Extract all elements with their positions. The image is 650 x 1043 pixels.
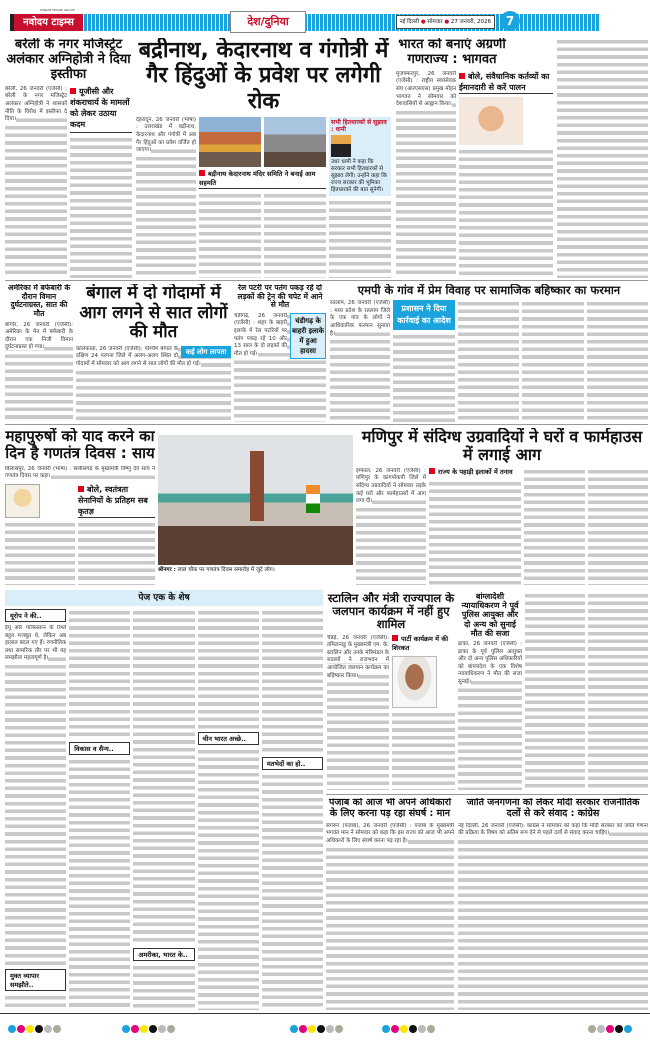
sai-headline: महापुरुषों को याद करने का दिन है गणतंत्र दिवस : साय [5,428,155,463]
continuations-band [5,590,323,606]
bareilly-article [5,38,132,278]
mp-body: रतलाम, 26 जनवरी (एजेंसी) : मध्य प्रदेश के रतलाम जिले के एक गांव के लोगों ने आधिकारिक फरमान सुनाया है। [330,300,390,422]
section-tab [230,11,306,33]
bangladesh-body-3 [588,592,648,790]
page-number: 7 [500,11,520,31]
masthead [0,0,650,36]
mp-body-5 [587,300,648,422]
continuation-col-3b [133,964,194,1010]
city: नई दिल्ली [399,19,420,25]
mp-article [330,284,648,422]
continuation-col-2b [69,758,130,1010]
dateline: नई दिल्ली ● सोमवार ● 27 जनवरी, 2026 [396,15,495,29]
sai-body-3 [78,521,155,585]
sai-subhead: बोले, स्वतंत्रता सेनानियों के प्रतिहम सब कृतज्ञ [78,484,155,518]
header-stripes [84,14,600,31]
continuation-label: मुक्त व्यापार समझौते.. [5,969,66,991]
bareilly-subhead: यूजीसी और शंकराचार्य के मामलों को लेकर उठाया कदम [70,86,132,133]
bengal-tag: कई लोग लापता [181,346,231,358]
bareilly-body-2 [70,136,132,278]
manipur-body-3 [524,468,585,585]
dhami-body [329,199,391,278]
sai-photo [5,484,40,518]
bangladesh-article [458,592,522,790]
srinagar-clock-tower-photo [158,435,353,565]
sai-body: बिलासपुर, 26 जनवरी (भाषा) : छत्तीसगढ़ के मुख्यमंत्री विष्णु देव साय ने गणतंत्र दिवस पर कहा। [5,465,155,480]
bangladesh-headline: बांग्लादेशी न्यायाधिकरण ने पूर्व पुलिस आयुक्त और दो अन्य को सुनाई मौत की सजा [461,592,519,638]
rail-body: चंडीगढ़ के बाहरी इलाके में हुआ हादसा चंडीगढ़, 26 जनवरी (एजेंसी) : शहर के बाहरी इलाके में रेल पटरियों पर पतंग पकड़ रहे 10 और 13 साल के दो लड़कों की मौत हो गई। [234,313,326,422]
clock-tower [250,451,264,521]
bengal-headline: बंगाल में दो गोदामों में आग लगने से सात लोगों की मौत [79,284,228,343]
srinagar-caption [158,567,353,574]
continuation-col-5b [262,773,323,1010]
stalin-article [327,592,455,790]
caption-place: श्रीनगर : [158,567,176,573]
badrinath-body: देहरादून, 26 जनवरी (भाषा) : उत्तराखंड में बद्रीनाथ, केदारनाथ और गंगोत्री में अब गैर हिंदुओं का प्रवेश वर्जित हो जाएगा। [136,117,196,278]
manipur-body-2 [429,480,521,585]
flag [306,485,320,513]
congress-article [458,798,648,1010]
dhami-box [329,117,391,196]
bareilly-headline: बरेली के नगर मजिस्ट्रेट अलंकार अग्निहोत्री ने दिया इस्तीफा [6,38,131,82]
continuation-col-1: ईयू और पाकिस्तान के रिश्ते बहुत मजबूत थे, लेकिन अब हालात बदल गए हैं। रणनीतिक तथा सामरिक तौर पर भी यह समझौता महत्वपूर्ण है। [5,625,66,966]
continuations-title: पेज एक के शेष [138,593,190,603]
mp-body-3 [458,300,519,422]
us-plane-article [5,284,73,422]
day: सोमवार [427,19,443,25]
badrinath-body-3 [264,192,326,278]
rail-headline: रेल पटरी पर पतंग पकड़ रहे दो लड़कों की ट्रेन की चपेट में आने से मौत [237,284,323,310]
mp-headline: एमपी के गांव में प्रेम विवाह पर सामाजिक बहिष्कार का फरमान [357,284,621,297]
sai-article [5,428,155,585]
logo-text: नवोदय टाइम्स [23,17,74,28]
bhagwat-body-3 [557,38,648,278]
bareilly-body: बरेली, 26 जनवरी (एजेंसी) : बरेली के नगर मजिस्ट्रेट अलंकार अग्निहोत्री ने शासकों नीति के विरोध में इस्तीफा दे दिया। [5,86,67,278]
section-title: देश/दुनिया [247,15,289,28]
bhagwat-body: मुजफ्फरपुर, 26 जनवरी (एजेंसी) : राष्ट्रीय स्वयंसेवक संघ (आरएसएस) प्रमुख मोहन भागवत ने सोमवार को देशवासियों से आह्वान किया। [396,71,456,278]
bhagwat-subhead: बोले, संवैधानिक कर्तव्यों का ईमानदारी से करें पालन [459,71,553,94]
continuation-label: मतभेदों का हो.. [262,757,323,770]
manipur-headline: मणिपुर में संदिग्ध उग्रवादियों ने घरों व फार्महाउस में लगाई आग [361,428,643,465]
manipur-article [356,428,648,585]
dhami-box-text: उधर धामी ने कहा कि सरकार सभी हितधारकों से सुझाव लेगी। उन्होंने कहा कि राज्य सरकार की भूमिका हितधारकों की बात सुनेगी। [331,158,387,193]
badrinath-article [136,38,391,278]
temple-caption: बद्रीनाथ केदारनाथ मंदिर समिति ने बनाई आम सहमति [199,170,326,189]
continuation-col-2 [69,609,130,739]
badrinath-headline: बद्रीनाथ, केदारनाथ व गंगोत्री में गैर हिंदुओं के प्रवेश पर लगेगी रोक [138,38,389,114]
rail-box: चंडीगढ़ के बाहरी इलाके में हुआ हादसा [290,313,326,359]
logo[interactable] [10,14,83,31]
continuation-col-4 [198,609,259,729]
bengal-article [76,284,231,422]
dhami-photo [331,135,351,157]
color-registration-marks [0,1013,650,1033]
badrinath-temple-photo [199,117,261,167]
stalin-body-2 [392,711,455,790]
divider [5,424,648,425]
logo-tagline: PUNJAB KESARI GROUP [40,8,75,12]
continuation-col-4b [198,748,259,1010]
congress-headline: जाति जनगणना को लेकर मोदी सरकार राजनीतिक दलों से करे संवाद : कांग्रेस [466,798,640,819]
continuations [5,590,323,1010]
manipur-subhead: राज्य के पहाड़ी इलाकों में तनाव [429,468,521,477]
stalin-headline: स्टालिन और मंत्री राज्यपाल के जलपान कार्यक्रम में नहीं हुए शामिल [327,592,455,632]
continuation-col-3 [133,609,194,945]
date: 27 जनवरी, 2026 [450,19,491,25]
continuation-col-5 [262,609,323,754]
bengal-body: कई लोग लापता कोलकाता, 26 जनवरी (एजेंसी): पश्चिम बंगाल के दक्षिण 24 परगना जिले में अलग-अलग स्थित दो गोदामों में सोमवार को आग लगने से सात लोगों की मौत हो गई। [76,346,231,422]
continuation-label: यूरोप ने की.. [5,609,66,622]
continuation-col-1b [5,994,66,1010]
continuation-label: चीन भारत अच्छे.. [198,732,259,745]
bhagwat-article [396,38,553,278]
stalin-photo [392,656,437,708]
punjab-body: संगरूर (पंजाब), 26 जनवरी (एजेंसी) : पंजाब के मुख्यमंत्री भगवंत मान ने सोमवार को कहा कि इस राज्य को आज भी अपने अधिकारों के लिए संघर्ष करना पड़ रहा है। [326,823,454,1010]
us-plane-body: बांगोर, 26 जनवरी (एजेंसी): अमेरिका के मेन में बर्फबारी के दौरान एक निजी विमान दुर्घटनाग्रस्त हो गया। [5,322,73,423]
badrinath-body-2 [199,192,261,278]
stalin-body: चेन्नई, 26 जनवरी (एजेंसी): तमिलनाडु के मुख्यमंत्री एम. के. स्टालिन और उनके मंत्रिमंडल के सदस्यों ने राजभवन में आयोजित जलपान कार्यक्रम का बहिष्कार किया। [327,635,389,790]
punjab-headline: पंजाब को आज भी अपने अधिकारों के लिए करना पड़ रहा संघर्ष : मान [328,798,452,819]
continuation-label: अमरीका, भारत के.. [133,948,194,961]
divider [5,280,648,281]
manipur-body: इम्फाल, 26 जनवरी (एजेंसी) : मणिपुर के कांगपोकपी जिले में संदिग्ध उग्रवादियों ने सोमवार तड़के कई घरों और फार्महाउसों में आग लगा दी। [356,468,426,585]
divider [326,794,648,795]
bhagwat-photo [459,97,523,145]
continuation-label: विकास व सैन्य.. [69,742,130,755]
mp-box: प्रशासन ने दिया कार्रवाई का आदेश [393,300,455,330]
caption-text: लाल चौक पर गणतंत्र दिवस समारोह में जुटे लोग। [177,567,275,573]
congress-body: नई दिल्ली, 26 जनवरी (एजेंसी): कांग्रेस ने सोमवार को कहा कि मोदी सरकार को जाति गणना की प्रक्रिया के विषय को अंतिम रूप देने से पहले दलों से संवाद करना चाहिए। [458,823,648,1010]
bangladesh-body-2 [525,592,585,790]
bhagwat-body-2 [459,148,553,278]
sai-body-2 [5,521,75,585]
stalin-subhead: पार्टी कार्यक्रम में की शिरकत [392,635,455,653]
rail-article [234,284,326,422]
us-plane-headline: अमेरिका में बर्फबारी के दौरान विमान दुर्घटनाग्रस्त, सात की मौत [7,284,71,318]
manipur-body-4 [588,468,649,585]
mp-body-4 [522,300,583,422]
bhagwat-headline: भारत को बनाएं अग्रणी गणराज्य : भागवत [398,38,506,67]
dhami-box-title: सभी हितधारकों से सुझाव : धामी [331,118,387,133]
bangladesh-body: ढाका, 26 जनवरी (एजेंसी) : ढाका के पूर्व पुलिस आयुक्त और दो अन्य पुलिस अधिकारियों को बांग्लादेश के एक विशेष न्यायाधिकरण ने मौत की सजा सुनाई। [458,641,522,790]
kedarnath-temple-photo [264,117,326,167]
mp-body-2 [393,333,455,422]
punjab-article [326,798,454,1010]
